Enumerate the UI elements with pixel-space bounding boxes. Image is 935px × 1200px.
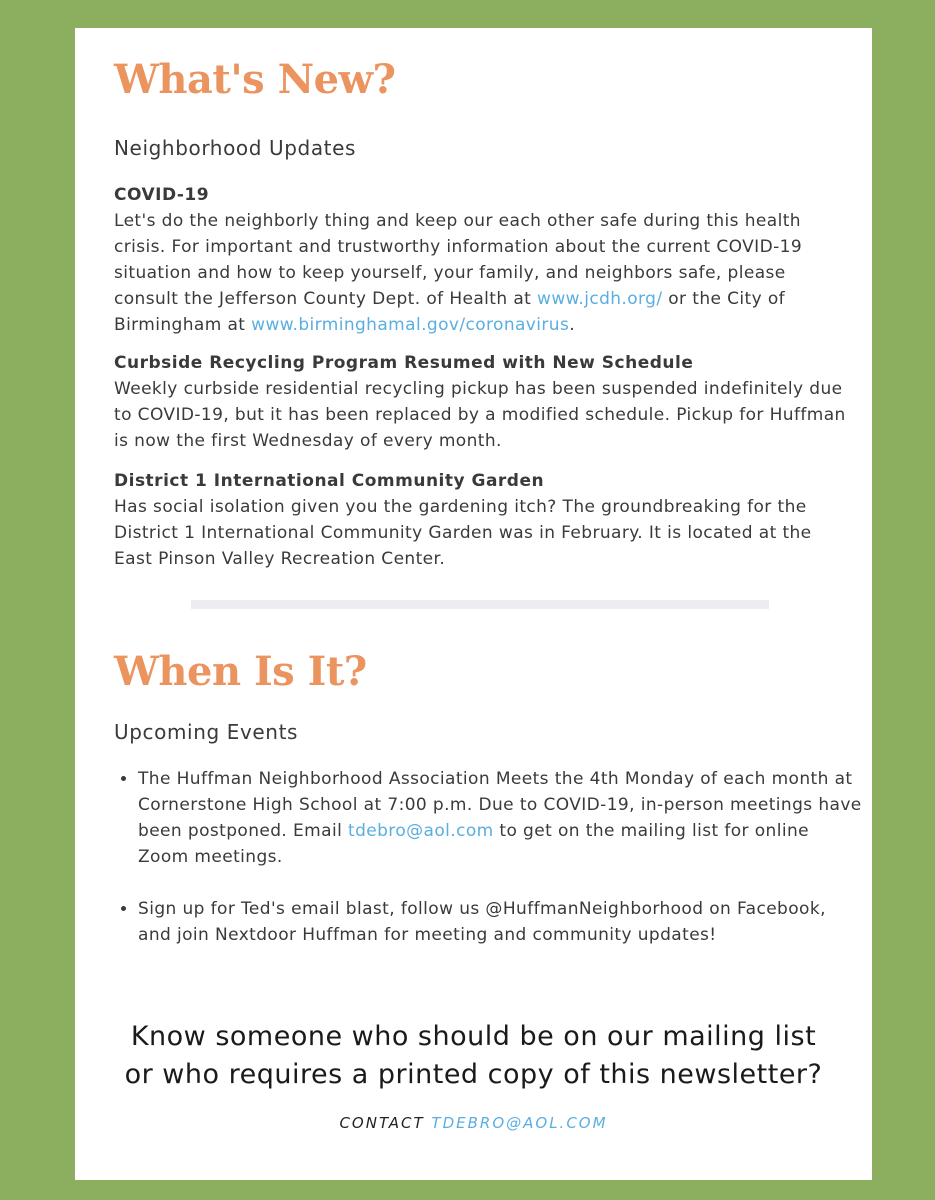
article-title: District 1 International Community Garden xyxy=(114,471,545,491)
callout-line: or who requires a printed copy of this newsletter? xyxy=(124,1059,823,1090)
article-title: COVID-19 xyxy=(114,185,210,205)
article-body: Has social isolation given you the gardening itch? The groundbreaking for the District 1 International Community Garden was in February. It is located at the East Pinson Valley Recreation Center. xyxy=(114,497,812,569)
article-body: . xyxy=(569,315,576,335)
article-recycling xyxy=(114,350,849,454)
mailing-list-callout xyxy=(75,1018,872,1094)
article-body: Weekly curbside residential recycling pickup has been suspended indefinitely due to COVID-19, but it has been replaced by a modified schedule. Pickup for Huffman is now the first Wednesday of every month. xyxy=(114,379,846,451)
when-is-it-heading: When Is It? xyxy=(114,648,367,695)
upcoming-events-subheading: Upcoming Events xyxy=(114,720,299,744)
section-divider xyxy=(191,600,769,609)
contact-line xyxy=(75,1114,872,1132)
contact-email-link[interactable]: TDEBRO@AOL.COM xyxy=(431,1114,608,1132)
newsletter-page xyxy=(75,28,872,1180)
list-item xyxy=(138,766,863,870)
neighborhood-updates-subheading: Neighborhood Updates xyxy=(114,136,357,160)
event-text: The Huffman Neighborhood Association Meets the 4th Monday of each month at Cornerstone High School at 7:00 p.m. Due to COVID-19, in-person meetings have been postponed. Email xyxy=(138,769,862,841)
list-item xyxy=(138,896,863,948)
birmingham-coronavirus-link[interactable]: www.birminghamal.gov/coronavirus xyxy=(251,315,570,335)
article-body: Let's do the neighborly thing and keep our each other safe during this health crisis. For important and trustworthy information about the current COVID-19 situation and how to keep yourself, your family, and neighbors safe, please consult the Jefferson County Dept. of Health at xyxy=(114,211,803,309)
event-text: Sign up for Ted's email blast, follow us @HuffmanNeighborhood on Facebook, and join Nextdoor Huffman for meeting and community updates! xyxy=(138,899,826,945)
article-body: or the City of Birmingham at xyxy=(114,289,786,335)
whats-new-heading: What's New? xyxy=(114,56,396,103)
email-link[interactable]: tdebro@aol.com xyxy=(348,821,494,841)
contact-label: CONTACT xyxy=(339,1114,425,1132)
events-list xyxy=(114,766,863,974)
jcdh-link[interactable]: www.jcdh.org/ xyxy=(537,289,663,309)
article-title: Curbside Recycling Program Resumed with New Schedule xyxy=(114,353,694,373)
callout-line: Know someone who should be on our mailing list xyxy=(130,1021,817,1052)
event-text: to get on the mailing list for online Zoom meetings. xyxy=(138,821,809,867)
article-covid xyxy=(114,182,849,338)
article-community-garden xyxy=(114,468,849,572)
